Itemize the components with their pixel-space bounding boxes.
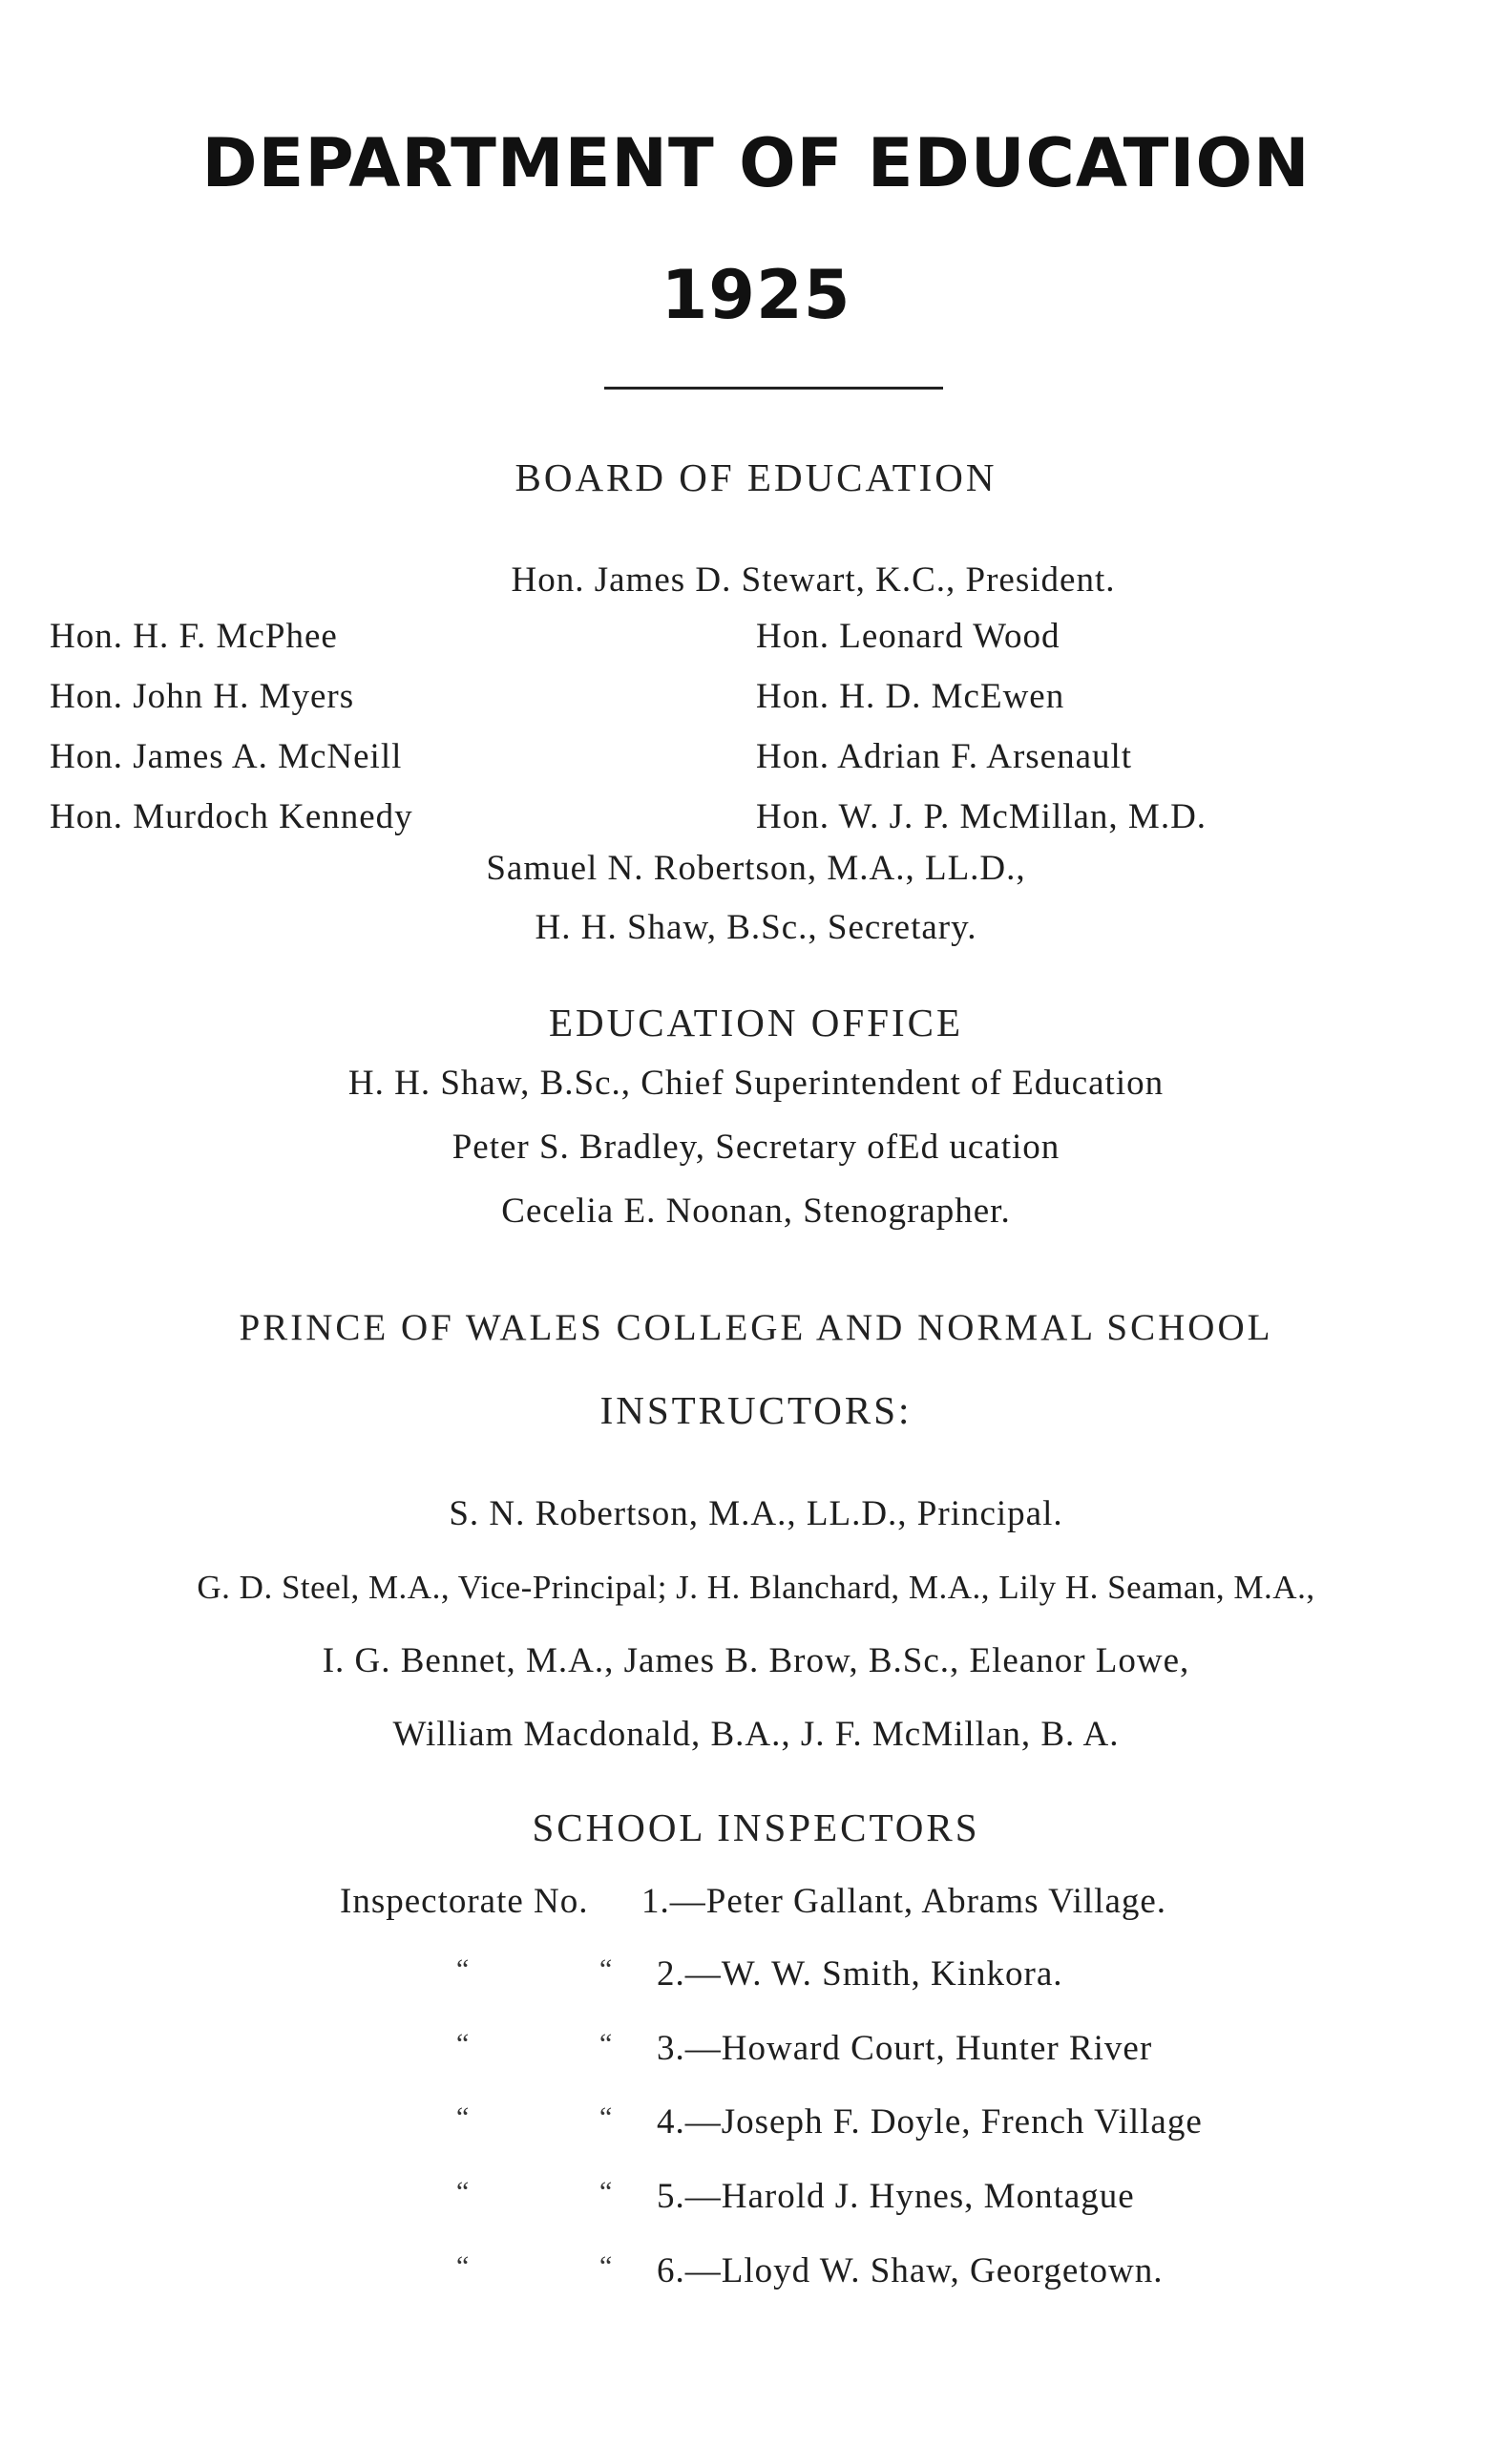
board-member-extra: Samuel N. Robertson, M.A., LL.D., — [486, 849, 1026, 888]
college-heading: PRINCE OF WALES COLLEGE AND NORMAL SCHOOL — [239, 1307, 1273, 1348]
college-line: S. N. Robertson, M.A., LL.D., Principal. — [449, 1494, 1063, 1533]
page-year: 1925 — [661, 256, 851, 334]
college-line: I. G. Bennet, M.A., James B. Brow, B.Sc., Eleanor Lowe, — [322, 1641, 1190, 1680]
ditto-mark: “ — [456, 2250, 470, 2282]
ditto-mark: “ — [599, 2250, 613, 2282]
inspector-entry: 4.—Joseph F. Doyle, French Village — [657, 2102, 1203, 2142]
inspector-entry: 6.—Lloyd W. Shaw, Georgetown. — [657, 2251, 1164, 2290]
ditto-mark: “ — [599, 2176, 613, 2207]
inspector-entry: 3.—Howard Court, Hunter River — [657, 2029, 1153, 2068]
inspectorate-label: Inspectorate No. — [340, 1882, 589, 1921]
inspectors-heading: SCHOOL INSPECTORS — [532, 1805, 980, 1849]
board-member-right: Hon. H. D. McEwen — [756, 677, 1065, 716]
page-title: DEPARTMENT OF EDUCATION — [201, 124, 1311, 202]
ditto-mark: “ — [456, 1953, 470, 1985]
office-heading: EDUCATION OFFICE — [548, 1001, 964, 1045]
inspector-entry: 5.—Harold J. Hynes, Montague — [657, 2177, 1135, 2216]
inspector-entry: 2.—W. W. Smith, Kinkora. — [657, 1954, 1063, 1994]
office-line: Cecelia E. Noonan, Stenographer. — [501, 1192, 1011, 1231]
college-subheading: INSTRUCTORS: — [599, 1388, 913, 1432]
college-line: G. D. Steel, M.A., Vice-Principal; J. H. Blanchard, M.A., Lily H. Seaman, M.A., — [197, 1569, 1315, 1606]
board-member-left: Hon. James A. McNeill — [50, 737, 403, 776]
ditto-mark: “ — [456, 2101, 470, 2133]
ditto-mark: “ — [456, 2176, 470, 2207]
board-heading: BOARD OF EDUCATION — [514, 455, 998, 499]
title-divider — [604, 387, 943, 390]
office-line: H. H. Shaw, B.Sc., Chief Superintendent of Education — [347, 1064, 1165, 1103]
board-member-right: Hon. Adrian F. Arsenault — [756, 737, 1133, 776]
board-secretary: H. H. Shaw, B.Sc., Secretary. — [535, 908, 977, 947]
ditto-mark: “ — [456, 2028, 470, 2059]
ditto-mark: “ — [599, 1953, 613, 1985]
board-president: Hon. James D. Stewart, K.C., President. — [511, 560, 1116, 600]
board-member-right: Hon. Leonard Wood — [756, 617, 1060, 656]
board-member-left: Hon. John H. Myers — [50, 677, 355, 716]
board-member-left: Hon. Murdoch Kennedy — [50, 797, 413, 836]
college-line: William Macdonald, B.A., J. F. McMillan, B. A. — [392, 1715, 1120, 1754]
office-line: Peter S. Bradley, Secretary ofEd ucation — [452, 1128, 1060, 1167]
ditto-mark: “ — [599, 2101, 613, 2133]
ditto-mark: “ — [599, 2028, 613, 2059]
board-member-left: Hon. H. F. McPhee — [50, 617, 338, 656]
inspector-entry: 1.—Peter Gallant, Abrams Village. — [641, 1882, 1167, 1921]
board-member-right: Hon. W. J. P. McMillan, M.D. — [756, 797, 1208, 836]
